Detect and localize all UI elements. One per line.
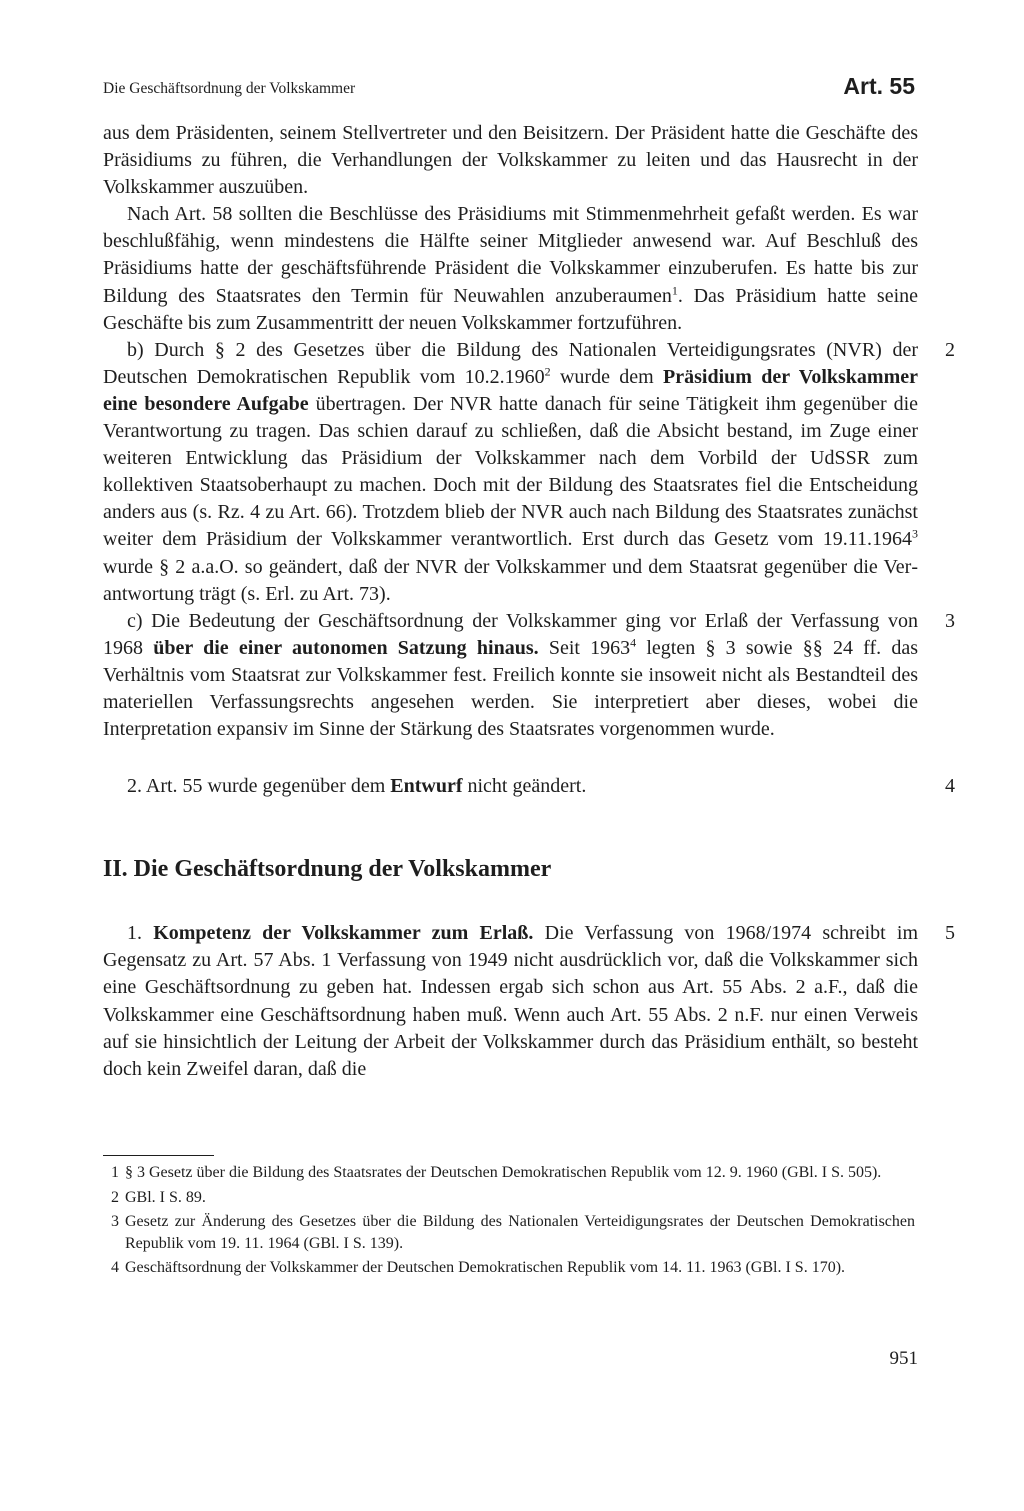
margin-number: 4 <box>945 775 955 798</box>
paragraph: 5 1. Kompetenz der Volkskammer zum Erlaß. Die Verfassung von 1968/1974 schreibt im Gegensatz zu Art. 57 Abs. 1 Verfassung von 1949 nicht ausdrücklich vor, daß die Volkskammer sich eine Geschäftsordnung zu geben hat. Indessen ergab sich schon aus Art. 55 Abs. 2 a.F., daß die Volkskammer eine Geschäftsordnung haben muß. Wenn auch Art. 55 Abs. 2 n.F. nur einen Verweis auf sie hinsichtlich der Leitung der Arbeit der Volkskammer durch das Präsidium enthält, so besteht doch kein Zweifel daran, daß die <box>103 920 918 1083</box>
footnote: 1 § 3 Gesetz über die Bildung des Staatsrates der Deutschen Demokratischen Republik vom 12. 9. 1960 (GBl. I S. 505). <box>111 1164 882 1181</box>
paragraph: 4 2. Art. 55 wurde gegenüber dem Entwurf nicht geändert. <box>103 773 918 800</box>
footnote: 4 Geschäftsordnung der Volkskammer der Deutschen Demokratischen Republik vom 14. 11. 1963 (GBl. I S. 170). <box>111 1259 846 1276</box>
emphasis: Präsidium der Volkskammer eine besondere Aufgabe <box>103 365 918 415</box>
emphasis: über die einer autonomen Satzung hinaus. <box>153 636 539 659</box>
footnote: 2 GBl. I S. 89. <box>111 1188 206 1206</box>
footnotes <box>103 1162 915 1282</box>
footnote-ref: 4 <box>630 635 637 650</box>
paragraph: 3 c) Die Bedeutung der Geschäftsordnung der Volkskammer ging vor Erlaß der Verfassung von 1968 über die einer autonomen Satzung hinaus. Seit 1963$^4$ legten § 3 sowie §§ 24 ff. das Verhältnis vom Staatsrat zur Volkskammer fest. Freilich konnte sie insoweit nicht als Bestandteil des materiellen Verfassungsrechts angesehen werden. Sie interpretiert aber dieses, wobei die Interpretation expansiv im Sinne der Stärkung des Staatsrates vorgenommen wurde. <box>103 608 918 743</box>
footnote-ref: 2 <box>544 364 551 379</box>
paragraph: Nach Art. 58 sollten die Beschlüsse des Präsidiums mit Stimmenmehrheit gefaßt werden. Es war beschlußfähig, wenn mindestens die Hälfte seiner Mitglieder anwesend war. Auf Beschluß des Präsidiums hatte der geschäftsführende Präsident die Volkskammer einzuberufen. Es hatte bis zur Bildung des Staatsrates den Termin für Neuwahlen anzuberaumen$^1$. Das Präsidium hatte seine Geschäfte bis zum Zusammentritt der neuen Volkskammer fortzuführen. <box>103 203 918 334</box>
section-heading: II. Die Geschäftsordnung der Volkskammer <box>103 856 552 883</box>
paragraph: 2 b) Durch § 2 des Gesetzes über die Bildung des Nationalen Verteidigungsrates (NVR) der Deutschen Demokratischen Republik vom 10.2.1960$^2$ wurde dem Präsidium der Volkskammer eine besondere Aufgabe übertragen. Der NVR hatte danach für seine Tätigkeit ihm gegenüber die Verantwortung zu tragen. Das schien darauf zu schließen, daß die Absicht bestand, im Zuge einer weiteren Entwicklung das Präsidium der Volkskammer nach dem Vorbild der UdSSR zum kollektiven Staatsoberhaupt zu machen. Doch mit der Bildung des Staatsrates fiel die Entscheidung anders aus (s. Rz. 4 zu Art. 66). Trotzdem blieb der NVR auch nach Bildung des Staatsrates zunächst weiter dem Präsidium der Volkskammer verantwortlich. Erst durch das Gesetz vom 19.11.1964$^3$ wurde § 2 a.a.O. so geändert, daß der NVR der Volkskammer und dem Staatsrat gegenüber die Verantwortung trägt (s. Erl. zu Art. 73). <box>103 337 918 608</box>
article-label: Art. 55 <box>843 73 915 99</box>
running-header: Die Geschäftsordnung der Volkskammer <box>103 80 356 97</box>
main-text <box>103 120 955 1083</box>
footnote-ref: 1 <box>671 282 678 297</box>
footnote-rule <box>103 1155 214 1156</box>
footnote-ref: 3 <box>912 526 918 541</box>
emphasis: Kompetenz der Volkskammer zum Erlaß. <box>153 922 534 945</box>
margin-number: 3 <box>945 609 955 632</box>
margin-number: 2 <box>945 338 955 361</box>
footnote: 3 Gesetz zur Änderung des Gesetzes über die Bildung des Nationalen Verteidigungsrates der Deutschen Demokratischen Republik vom 19. 11. 1964 (GBl. I S. 139). <box>111 1213 915 1252</box>
page-number: 951 <box>889 1348 918 1369</box>
margin-number: 5 <box>945 922 955 945</box>
paragraph: aus dem Präsidenten, seinem Stellvertreter und den Beisitzern. Der Präsident hatte die Geschäfte des Präsidiums zu führen, die Verhandlungen der Volkskammer zu leiten und das Hausrecht in der Volkskammer auszuüben. <box>103 122 918 199</box>
emphasis: Entwurf <box>390 775 463 798</box>
